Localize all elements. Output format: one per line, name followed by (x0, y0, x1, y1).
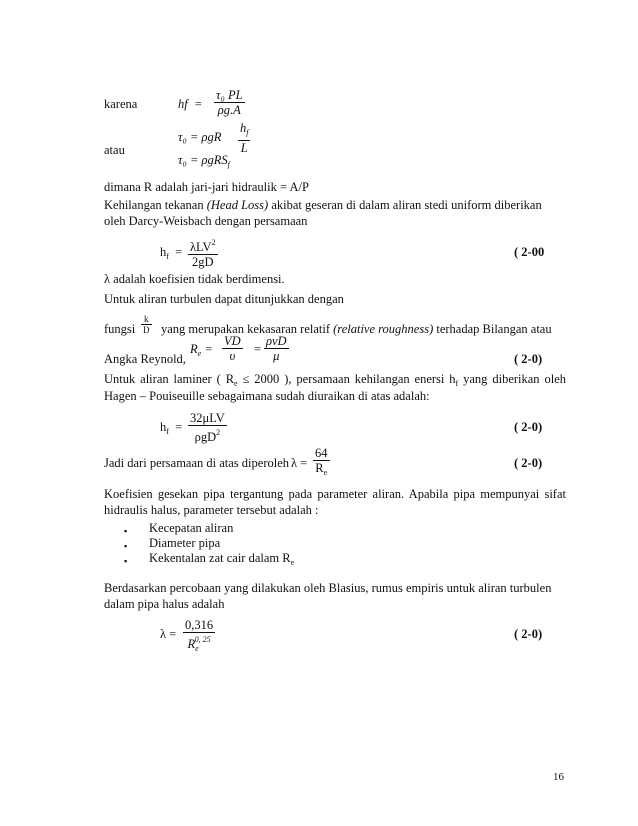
eqE-lhs: λ = (160, 627, 177, 641)
fungsi-label: fungsi (104, 322, 136, 336)
re-lhs: $R_e$ = (190, 342, 213, 358)
eqD-tag: ( 2-0) (514, 456, 543, 470)
dimana-line: dimana R adalah jari-jari hidraulik = A/P (104, 180, 309, 194)
label-karena: karena (104, 97, 138, 111)
eqD-lhs: λ = (291, 456, 308, 470)
laminer-line1: Untuk aliran laminer ( $R_e \le 2000$ ), persamaan kehilangan enersi $h_f$ yang diberikan oleh (104, 372, 566, 388)
re-fraction-2: ρvD μ (266, 334, 287, 363)
koef-line2: hidraulis halus, parameter tersebut adalah : (104, 503, 319, 517)
bullet-item-2: Diameter pipa (149, 536, 221, 550)
fungsi-text: yang merupakan kekasaran relatif (relative roughness) terhadap Bilangan atau (161, 322, 552, 336)
eqD-fraction: $\frac{64}{R_e}$ (315, 446, 328, 477)
label-atau: atau (104, 143, 125, 157)
eqE-tag: ( 2-0) (514, 627, 543, 641)
eqA-lhs: $h_f$ = (160, 245, 183, 261)
bullet-marker-3: ▪ (124, 556, 128, 566)
page-number: 16 (553, 771, 564, 783)
eqC-lhs: $h_f$ = (160, 420, 183, 436)
re-fraction-1: $\frac{VD}{\upsilon}$ (224, 334, 241, 363)
angka-reynold: Angka Reynold, (104, 352, 186, 366)
jadi-line: Jadi dari persamaan di atas diperoleh (104, 456, 289, 470)
eq3: τ₀ = ρgRS$_f$ (178, 153, 230, 169)
eq2-fraction: $\frac{h_f}{L}$ (240, 121, 249, 155)
eq1-fraction: $\frac{\text{τ₀ PL}}{\rho g.A}$ (216, 88, 243, 117)
koef-line1: Koefisien gesekan pipa tergantung pada parameter aliran. Apabila pipa mempunyai sifat (104, 487, 566, 501)
eqC-fraction: 32μLV ρgD$^2$ (190, 411, 225, 444)
blasius-line1: Berdasarkan percobaan yang dilakukan oleh Blasius, rumus empiris untuk aliran turbulen (104, 581, 552, 595)
bullet-marker-2: ▪ (124, 541, 128, 551)
eq2-lhs: τ₀ = ρgR (178, 130, 222, 144)
bullet-marker-1: ▪ (124, 526, 128, 536)
lambda-line: λ adalah koefisien tidak berdimensi. (104, 272, 285, 286)
para1-line1: Kehilangan tekanan (Head Loss) akibat geseran di dalam aliran stedi uniform diberikan (104, 198, 542, 212)
eqA-fraction: λLV$^2$ 2gD (190, 238, 216, 269)
laminer-line2: Hagen – Pouiseuille sebagaimana sudah diuraikan di atas adalah: (104, 389, 430, 403)
eqC-tag: ( 2-0) (514, 420, 543, 434)
eqA-tag: ( 2-00 (514, 245, 545, 259)
re-equals: = (254, 342, 262, 356)
bullet-item-1: Kecepatan aliran (149, 521, 234, 535)
eqB-tag: ( 2-0) (514, 352, 543, 366)
blasius-line2: dalam pipa halus adalah (104, 597, 225, 611)
para1-line2: oleh Darcy-Weisbach dengan persamaan (104, 214, 308, 228)
eq1-lhs: hf = (178, 97, 203, 111)
eqE-fraction: $\frac{0,316}{R_e^{0, 25}}$ (185, 618, 214, 653)
kD-fraction: $\frac{k}{D}$ (143, 314, 150, 335)
turbulen-line: Untuk aliran turbulen dapat ditunjukkan dengan (104, 292, 344, 306)
bullet-item-3: Kekentalan zat cair dalam $R_e$ (149, 551, 295, 567)
